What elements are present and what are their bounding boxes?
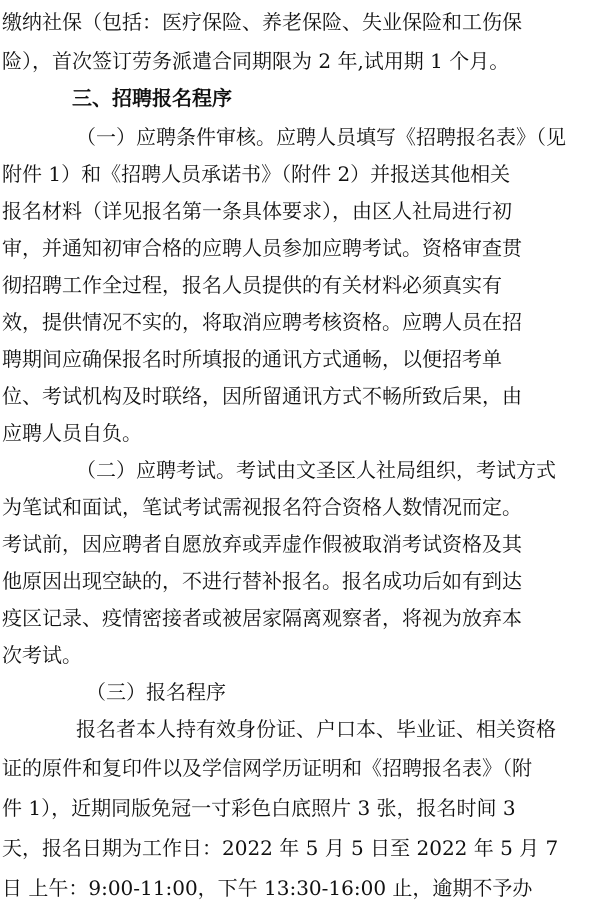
text-line: 聘期间应确保报名时所填报的通讯方式通畅，以便招考单: [2, 347, 502, 371]
text-line: 审，并通知初审合格的应聘人员参加应聘考试。资格审查贯: [2, 236, 522, 260]
text-line: 险），首次签订劳务派遣合同期限为 2 年,试用期 1 个月。: [2, 49, 510, 73]
text-line: 缴纳社保（包括：医疗保险、养老保险、失业保险和工伤保: [2, 10, 522, 34]
text-line: 为笔试和面试，笔试考试需视报名符合资格人数情况而定。: [2, 495, 522, 519]
text-line: 应聘人员自负。: [2, 421, 142, 445]
text-line: 效，提供情况不实的，将取消应聘考核资格。应聘人员在招: [2, 310, 522, 334]
text-line: 日 上午：9:00-11:00，下午 13:30-16:00 止，逾期不予办: [2, 876, 533, 900]
text-line: 彻招聘工作全过程，报名人员提供的有关材料必须真实有: [2, 273, 502, 297]
text-line: 报名材料（详见报名第一条具体要求），由区人社局进行初: [2, 199, 512, 223]
subsection-heading: （三）报名程序: [86, 680, 226, 704]
text-line: 附件 1）和《招聘人员承诺书》（附件 2）并报送其他相关: [2, 162, 511, 186]
text-line: 次考试。: [2, 643, 82, 667]
text-line: 他原因出现空缺的，不进行替补报名。报名成功后如有到达: [2, 569, 522, 593]
text-line: 位、考试机构及时联络，因所留通讯方式不畅所致后果，由: [2, 384, 522, 408]
section-heading: 三、招聘报名程序: [72, 86, 232, 110]
text-line: 报名者本人持有效身份证、户口本、毕业证、相关资格: [76, 717, 556, 741]
text-line: （二）应聘考试。考试由文圣区人社局组织，考试方式: [76, 458, 556, 482]
text-line: 考试前，因应聘者自愿放弃或弄虚作假被取消考试资格及其: [2, 532, 522, 556]
text-line: 件 1），近期同版免冠一寸彩色白底照片 3 张，报名时间 3: [2, 796, 516, 820]
text-line: 疫区记录、疫情密接者或被居家隔离观察者，将视为放弃本: [2, 606, 522, 630]
text-line: 证的原件和复印件以及学信网学历证明和《招聘报名表》（附: [2, 756, 532, 780]
text-line: 天，报名日期为工作日：2022 年 5 月 5 日至 2022 年 5 月 7: [2, 836, 559, 860]
text-line: （一）应聘条件审核。应聘人员填写《招聘报名表》（见: [76, 125, 566, 149]
